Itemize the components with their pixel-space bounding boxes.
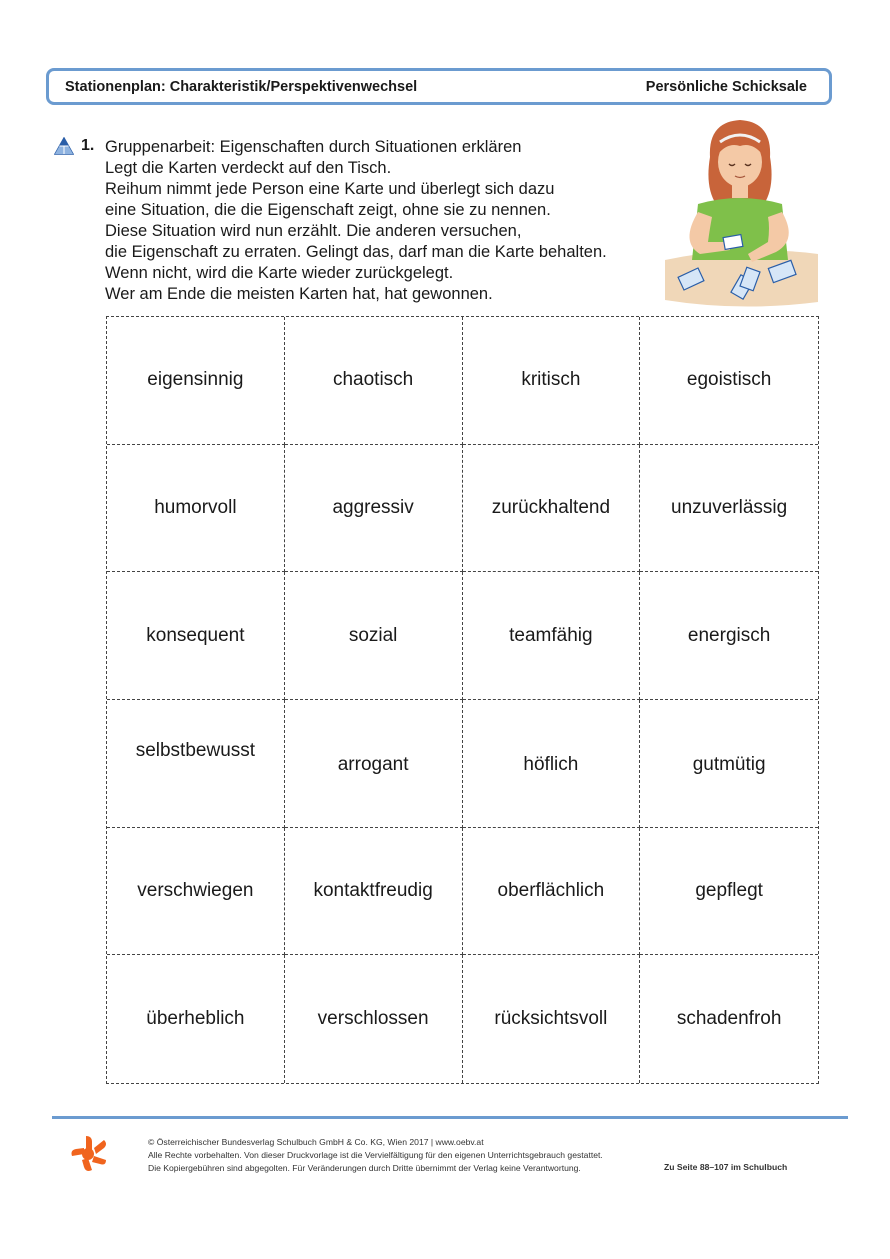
card: selbstbewusst — [107, 700, 285, 828]
triangle-level-icon — [54, 137, 74, 155]
footer-page-reference: Zu Seite 88–107 im Schulbuch — [664, 1162, 788, 1172]
card: chaotisch — [285, 317, 463, 445]
header-left-title: Stationenplan: Charakteristik/Perspektivenwechsel — [65, 78, 418, 95]
page-header — [46, 68, 832, 105]
task-line: Diese Situation wird nun erzählt. Die anderen versuchen, — [105, 222, 522, 240]
card: verschwiegen — [107, 828, 285, 956]
card: arrogant — [285, 700, 463, 828]
card: schadenfroh — [676, 1008, 782, 1030]
header-right-title: Persönliche Schicksale — [645, 78, 807, 95]
footer-line-2: Alle Rechte vorbehalten. Von dieser Druckvorlage ist die Vervielfältigung für den eigenen Unterrichtsgebrauch gestattet. — [148, 1150, 603, 1160]
task-line: Wer am Ende die meisten Karten hat, hat gewonnen. — [105, 285, 493, 303]
card: rücksichtsvoll — [463, 955, 641, 1083]
task-line: Legt die Karten verdeckt auf den Tisch. — [105, 159, 392, 177]
card: aggressiv — [285, 445, 463, 573]
card: gutmütig — [640, 700, 818, 828]
card: humorvoll — [107, 445, 285, 573]
task-line: Reihum nimmt jede Person eine Karte und überlegt sich dazu — [105, 180, 555, 198]
footer-divider — [52, 1116, 848, 1119]
footer-line-1: © Österreichischer Bundesverlag Schulbuch GmbH & Co. KG, Wien 2017 | www.oebv.at — [148, 1137, 484, 1147]
task-instructions — [105, 137, 607, 305]
girl-playing-cards-illustration — [660, 112, 820, 312]
card: teamfähig — [463, 572, 641, 700]
card: energisch — [640, 572, 818, 700]
card: gepflegt — [640, 828, 818, 956]
card: zurückhaltend — [463, 445, 641, 573]
card: überheblich — [107, 955, 285, 1083]
card: konsequent — [107, 572, 285, 700]
task-line: Gruppenarbeit: Eigenschaften durch Situationen erklären — [105, 138, 522, 156]
card: höflich — [463, 700, 641, 828]
card: eigensinnig — [107, 317, 285, 445]
card: kontaktfreudig — [285, 828, 463, 956]
card: oberflächlich — [463, 828, 641, 956]
task-line: Wenn nicht, wird die Karte wieder zurückgelegt. — [105, 264, 454, 282]
card: unzuverlässig — [640, 445, 818, 573]
card: kritisch — [463, 317, 641, 445]
footer-line-3: Die Kopiergebühren sind abgegolten. Für Veränderungen durch Dritte übernimmt der Verlag keine Verantwortung. — [148, 1163, 581, 1173]
footer-legal — [148, 1136, 603, 1175]
task-line: eine Situation, die die Eigenschaft zeigt, ohne sie zu nennen. — [105, 201, 551, 219]
task-number: 1. — [81, 137, 95, 154]
card: verschlossen — [285, 955, 463, 1083]
card-grid — [106, 316, 819, 1084]
publisher-logo-icon — [70, 1134, 110, 1174]
card: egoistisch — [640, 317, 818, 445]
card: sozial — [285, 572, 463, 700]
task-line: die Eigenschaft zu erraten. Gelingt das, darf man die Karte behalten. — [105, 243, 607, 261]
